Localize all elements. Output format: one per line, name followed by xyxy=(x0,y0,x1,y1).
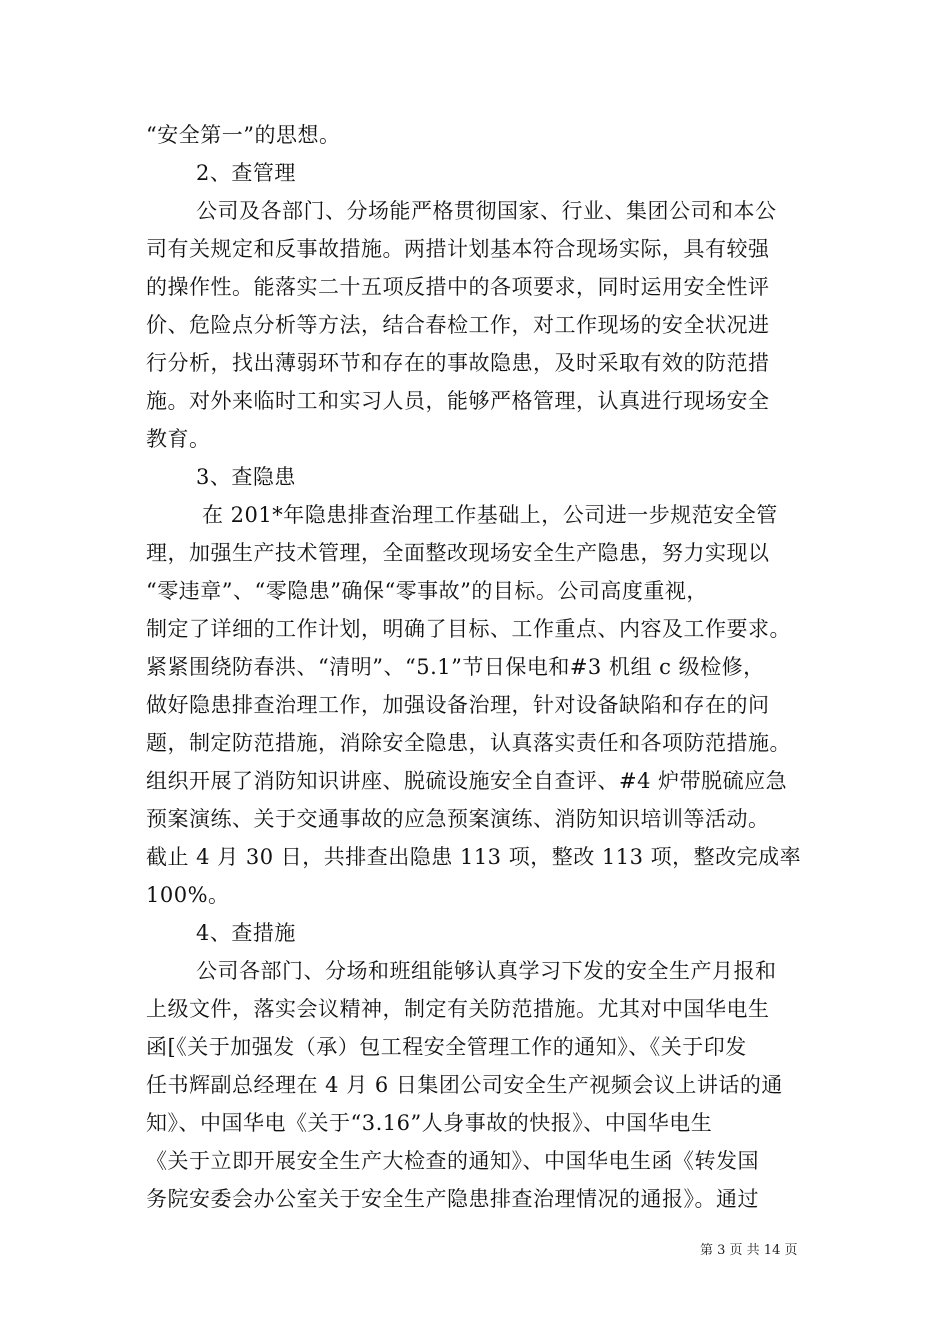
text-line: 预案演练、关于交通事故的应急预案演练、消防知识培训等活动。 xyxy=(146,807,770,831)
text-line: 知》、中国华电《关于“3.16”人身事故的快报》、中国华电生 xyxy=(146,1111,713,1135)
text-line: 任书辉副总经理在 4 月 6 日集团公司安全生产视频会议上讲话的通 xyxy=(146,1073,783,1097)
section-heading: 2、查管理 xyxy=(196,161,296,185)
text-line: “安全第一”的思想。 xyxy=(146,123,341,147)
section-heading: 3、查隐患 xyxy=(196,465,296,489)
text-line: 施。对外来临时工和实习人员，能够严格管理，认真进行现场安全 xyxy=(146,389,770,413)
text-line: 教育。 xyxy=(146,427,211,451)
text-line: 行分析，找出薄弱环节和存在的事故隐患，及时采取有效的防范措 xyxy=(146,351,770,375)
text-line: 公司各部门、分场和班组能够认真学习下发的安全生产月报和 xyxy=(196,959,777,983)
text-line: 理，加强生产技术管理，全面整改现场安全生产隐患，努力实现以 xyxy=(146,541,770,565)
text-line: 公司及各部门、分场能严格贯彻国家、行业、集团公司和本公 xyxy=(196,199,777,223)
text-line: 截止 4 月 30 日，共排查出隐患 113 项，整改 113 项，整改完成率 xyxy=(146,845,802,869)
text-line: 题，制定防范措施，消除安全隐患，认真落实责任和各项防范措施。 xyxy=(146,731,791,755)
text-line: 的操作性。能落实二十五项反措中的各项要求，同时运用安全性评 xyxy=(146,275,770,299)
text-line: 在 201*年隐患排查治理工作基础上，公司进一步规范安全管 xyxy=(202,503,778,527)
text-line: 紧紧围绕防春洪、“清明”、“5.1”节日保电和#3 机组 c 级检修， xyxy=(146,655,765,679)
text-line: 函[《关于加强发（承）包工程安全管理工作的通知》、《关于印发 xyxy=(146,1035,747,1059)
text-line: 制定了详细的工作计划，明确了目标、工作重点、内容及工作要求。 xyxy=(146,617,791,641)
text-line: 做好隐患排查治理工作，加强设备治理，针对设备缺陷和存在的问 xyxy=(146,693,770,717)
text-line: 价、危险点分析等方法，结合春检工作，对工作现场的安全状况进 xyxy=(146,313,770,337)
text-line: 100%。 xyxy=(146,883,230,907)
text-line: 务院安委会办公室关于安全生产隐患排查治理情况的通报》。通过 xyxy=(146,1187,759,1211)
page-number-footer: 第 3 页 共 14 页 xyxy=(700,1243,798,1258)
section-heading: 4、查措施 xyxy=(196,921,296,945)
text-line: 组织开展了消防知识讲座、脱硫设施安全自查评、#4 炉带脱硫应急 xyxy=(146,769,788,793)
text-line: “零违章”、“零隐患”确保“零事故”的目标。公司高度重视， xyxy=(146,579,708,603)
text-line: 上级文件，落实会议精神，制定有关防范措施。尤其对中国华电生 xyxy=(146,997,770,1021)
text-line: 《关于立即开展安全生产大检查的通知》、中国华电生函《转发国 xyxy=(146,1149,759,1173)
text-line: 司有关规定和反事故措施。两措计划基本符合现场实际，具有较强 xyxy=(146,237,770,261)
